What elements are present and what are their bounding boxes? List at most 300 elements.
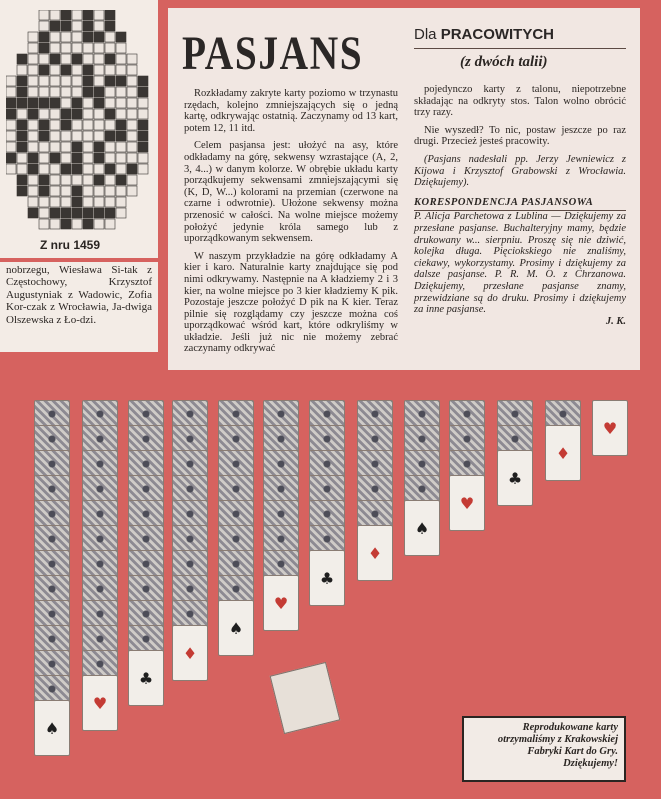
crossword-cell bbox=[94, 153, 104, 163]
face-up-card: ♠ bbox=[218, 600, 254, 656]
face-down-card bbox=[218, 475, 254, 503]
face-down-card bbox=[172, 550, 208, 578]
face-down-card bbox=[357, 500, 393, 528]
face-down-card bbox=[263, 525, 299, 553]
face-down-card bbox=[82, 550, 118, 578]
crossword-panel bbox=[0, 0, 158, 258]
face-down-card bbox=[34, 550, 70, 578]
face-down-card bbox=[82, 450, 118, 478]
correspondence-heading: KORESPONDENCJA PASJANSOWA bbox=[414, 196, 594, 208]
crossword-cell bbox=[6, 131, 16, 141]
face-down-card bbox=[357, 400, 393, 428]
crossword-cell bbox=[6, 164, 16, 174]
face-down-card bbox=[545, 400, 581, 428]
crossword-cell bbox=[83, 131, 93, 141]
crossword-cell bbox=[17, 131, 27, 141]
crossword-cell bbox=[105, 109, 115, 119]
face-down-card bbox=[82, 400, 118, 428]
crossword-cell bbox=[61, 32, 71, 42]
face-down-card bbox=[263, 450, 299, 478]
face-down-card bbox=[218, 425, 254, 453]
crossword-cell bbox=[94, 65, 104, 75]
crossword-cell bbox=[17, 54, 27, 64]
crossword-cell bbox=[116, 43, 126, 53]
crossword-cell bbox=[28, 98, 38, 108]
crossword-cell bbox=[50, 43, 60, 53]
crossword-cell bbox=[94, 87, 104, 97]
crossword-cell bbox=[94, 164, 104, 174]
crossword-cell bbox=[28, 142, 38, 152]
crossword-cell bbox=[61, 197, 71, 207]
crossword-cell bbox=[61, 43, 71, 53]
crossword-cell bbox=[138, 120, 148, 130]
crossword-cell bbox=[17, 186, 27, 196]
crossword-cell bbox=[28, 32, 38, 42]
crossword-cell bbox=[83, 54, 93, 64]
crossword-cell bbox=[17, 142, 27, 152]
face-down-card bbox=[263, 400, 299, 428]
crossword-cell bbox=[39, 76, 49, 86]
crossword-cell bbox=[50, 54, 60, 64]
crossword-cell bbox=[61, 186, 71, 196]
face-up-card: ♥ bbox=[592, 400, 628, 456]
crossword-cell bbox=[116, 32, 126, 42]
crossword-cell bbox=[94, 142, 104, 152]
crossword-cell bbox=[83, 197, 93, 207]
crossword-cell bbox=[72, 120, 82, 130]
face-down-card bbox=[404, 475, 440, 503]
face-down-card bbox=[172, 475, 208, 503]
face-down-card bbox=[172, 400, 208, 428]
crossword-cell bbox=[72, 164, 82, 174]
crossword-cell bbox=[83, 98, 93, 108]
crossword-cell bbox=[94, 131, 104, 141]
face-up-card: ♦ bbox=[545, 425, 581, 481]
face-up-card: ♦ bbox=[357, 525, 393, 581]
face-down-card bbox=[263, 475, 299, 503]
crossword-cell bbox=[138, 131, 148, 141]
face-down-card bbox=[34, 500, 70, 528]
crossword-cell bbox=[50, 87, 60, 97]
face-down-card bbox=[82, 475, 118, 503]
face-down-card bbox=[34, 625, 70, 653]
crossword-cell bbox=[72, 208, 82, 218]
face-down-card bbox=[82, 575, 118, 603]
face-down-card bbox=[172, 525, 208, 553]
crossword-cell bbox=[127, 164, 137, 174]
crossword-cell bbox=[50, 175, 60, 185]
crossword-cell bbox=[94, 208, 104, 218]
crossword-cell bbox=[61, 54, 71, 64]
crossword-cell bbox=[61, 142, 71, 152]
crossword-cell bbox=[61, 219, 71, 229]
crossword-cell bbox=[105, 87, 115, 97]
crossword-cell bbox=[138, 142, 148, 152]
face-down-card bbox=[128, 550, 164, 578]
face-down-card bbox=[128, 625, 164, 653]
crossword-cell bbox=[28, 109, 38, 119]
crossword-cell bbox=[94, 219, 104, 229]
crossword-cell bbox=[39, 142, 49, 152]
crossword-cell bbox=[28, 186, 38, 196]
crossword-cell bbox=[28, 153, 38, 163]
crossword-cell bbox=[6, 109, 16, 119]
crossword-cell bbox=[138, 109, 148, 119]
face-down-card bbox=[497, 400, 533, 428]
face-down-card bbox=[128, 600, 164, 628]
face-down-card bbox=[404, 450, 440, 478]
crossword-cell bbox=[83, 10, 93, 20]
crossword-cell bbox=[94, 186, 104, 196]
face-down-card bbox=[497, 425, 533, 453]
crossword-cell bbox=[17, 153, 27, 163]
face-down-card bbox=[357, 450, 393, 478]
crossword-cell bbox=[39, 153, 49, 163]
crossword-cell bbox=[105, 98, 115, 108]
crossword-cell bbox=[72, 197, 82, 207]
crossword-cell bbox=[17, 175, 27, 185]
crossword-cell bbox=[127, 142, 137, 152]
crossword-cell bbox=[72, 175, 82, 185]
face-up-card: ♣ bbox=[497, 450, 533, 506]
correspondence-text: P. Alicja Parchetowa z Lublina — Dziękujemy za przesłane pasjanse. Buchalteryjny mamy, będzie drukowany w... sierpniu. Proszę się nie dziwić, kolejka długa. Pięciokskiego nie znaliśmy, ciekawy, wykorzystamy. Prosimy i dziękujemy za dalsze pasjanse. P. R. M. O. z Chrzanowa. Dziękujemy, przesłane pasjanse znamy, przewidziane są do druku. Prosimy i dziękujemy za inne pasjanse. bbox=[414, 211, 626, 316]
face-down-card bbox=[218, 500, 254, 528]
face-down-card bbox=[82, 525, 118, 553]
crossword-cell bbox=[72, 43, 82, 53]
crossword-cell bbox=[138, 98, 148, 108]
crossword-cell bbox=[105, 32, 115, 42]
face-down-card bbox=[218, 400, 254, 428]
face-down-card bbox=[82, 650, 118, 678]
face-up-card: ♠ bbox=[404, 500, 440, 556]
crossword-cell bbox=[83, 120, 93, 130]
crossword-cell bbox=[61, 120, 71, 130]
crossword-cell bbox=[50, 142, 60, 152]
crossword-cell bbox=[72, 87, 82, 97]
face-down-card bbox=[172, 450, 208, 478]
crossword-cell bbox=[116, 186, 126, 196]
face-down-card bbox=[128, 425, 164, 453]
crossword-cell bbox=[127, 175, 137, 185]
crossword-cell bbox=[72, 21, 82, 31]
crossword-cell bbox=[61, 21, 71, 31]
crossword-cell bbox=[39, 131, 49, 141]
crossword-cell bbox=[105, 10, 115, 20]
crossword-cell bbox=[50, 65, 60, 75]
face-down-card bbox=[357, 425, 393, 453]
crossword-cell bbox=[83, 65, 93, 75]
crossword-cell bbox=[105, 197, 115, 207]
crossword-cell bbox=[17, 164, 27, 174]
crossword-cell bbox=[72, 65, 82, 75]
crossword-cell bbox=[72, 10, 82, 20]
crossword-cell bbox=[39, 197, 49, 207]
crossword-cell bbox=[116, 54, 126, 64]
crossword-cell bbox=[116, 131, 126, 141]
face-down-card bbox=[263, 500, 299, 528]
face-down-card bbox=[449, 450, 485, 478]
credit-note: (Pasjans nadesłali pp. Jerzy Jewniewicz z Kijowa i Krzysztof Grabowski z Wrocławia. Dziękujemy). bbox=[414, 153, 626, 189]
crossword-cell bbox=[105, 175, 115, 185]
crossword-cell bbox=[105, 43, 115, 53]
crossword-cell bbox=[105, 153, 115, 163]
crossword-cell bbox=[50, 10, 60, 20]
crossword-cell bbox=[61, 98, 71, 108]
crossword-cell bbox=[72, 109, 82, 119]
crossword-cell bbox=[127, 131, 137, 141]
face-down-card bbox=[309, 500, 345, 528]
crossword-cell bbox=[50, 186, 60, 196]
face-up-card: ♣ bbox=[128, 650, 164, 706]
crossword-cell bbox=[39, 208, 49, 218]
crossword-cell bbox=[116, 87, 126, 97]
crossword-cell bbox=[105, 120, 115, 130]
crossword-cell bbox=[39, 109, 49, 119]
crossword-cell bbox=[105, 186, 115, 196]
crossword-cell bbox=[94, 98, 104, 108]
face-down-card bbox=[309, 400, 345, 428]
crossword-cell bbox=[28, 208, 38, 218]
crossword-cell bbox=[127, 98, 137, 108]
crossword-cell bbox=[61, 175, 71, 185]
crossword-cell bbox=[116, 164, 126, 174]
crossword-cell bbox=[94, 43, 104, 53]
face-down-card bbox=[263, 550, 299, 578]
paragraph: W naszym przykładzie na górę odkładamy A kier i karo. Naturalnie karty znajdujące się pod nimi odkrywamy. Następnie na A kładziemy 2 i 3 kier, na wolne miejsce po 3 kier kładziemy K pik. Pozostaje jeszcze położyć D pik na K kier. Teraz pilnie się rozglądamy czy jeszcze można coś uporządkować wśród kart, które odkryliśmy w układzie. Jeśli już nic nie możemy zebrać zaczynamy odkrywać bbox=[184, 250, 398, 355]
face-down-card bbox=[34, 425, 70, 453]
crossword-cell bbox=[39, 186, 49, 196]
crossword-cell bbox=[127, 186, 137, 196]
face-down-card bbox=[172, 500, 208, 528]
article-column-1 bbox=[184, 88, 398, 361]
face-down-card bbox=[34, 450, 70, 478]
crossword-cell bbox=[94, 175, 104, 185]
face-down-card bbox=[309, 425, 345, 453]
crossword-cell bbox=[138, 76, 148, 86]
crossword-cell bbox=[83, 87, 93, 97]
crossword-cell bbox=[28, 131, 38, 141]
crossword-cell bbox=[105, 164, 115, 174]
crossword-cell bbox=[94, 197, 104, 207]
subtitle-rule bbox=[414, 48, 626, 49]
crossword-cell bbox=[39, 175, 49, 185]
face-up-card: ♥ bbox=[449, 475, 485, 531]
face-down-card bbox=[404, 400, 440, 428]
crossword-cell bbox=[83, 175, 93, 185]
caption-box: Reprodukowane karty otrzymaliśmy z Krakowskiej Fabryki Kart do Gry. Dziękujemy! bbox=[462, 716, 626, 782]
crossword-cell bbox=[28, 43, 38, 53]
correspondence-rule bbox=[414, 210, 626, 211]
crossword-cell bbox=[50, 208, 60, 218]
face-down-card bbox=[128, 525, 164, 553]
crossword-cell bbox=[127, 54, 137, 64]
crossword-cell bbox=[127, 120, 137, 130]
crossword-cell bbox=[17, 120, 27, 130]
crossword-cell bbox=[94, 109, 104, 119]
face-down-card bbox=[218, 450, 254, 478]
face-down-card bbox=[309, 450, 345, 478]
face-down-card bbox=[218, 525, 254, 553]
paragraph: Celem pasjansa jest: ułożyć na asy, które odkładamy na górę, sekwensy wzrastające (A, 2, 3, 4...) w danym kolorze. W obrębie układu karty porządkujemy sekwensami zmniejszającymi się (K, D, W...) kolorami na przemian (czerwone na czarne i odwrotnie). Ułożone sekwensy można przenosić w całości. Na wolne miejsce możemy położyć jedynie króla samego lub z uporządkowanym sekwensem. bbox=[184, 140, 398, 245]
crossword-cell bbox=[116, 197, 126, 207]
crossword-cell bbox=[83, 153, 93, 163]
crossword-cell bbox=[50, 76, 60, 86]
crossword-cell bbox=[50, 153, 60, 163]
solitaire-layout bbox=[0, 380, 661, 799]
crossword-cell bbox=[105, 131, 115, 141]
crossword-cell bbox=[28, 175, 38, 185]
paragraph: Nie wyszedł? To nic, postaw jeszcze po raz drugi. Przecież jesteś pracowity. bbox=[414, 124, 626, 148]
crossword-cell bbox=[39, 98, 49, 108]
face-down-card bbox=[128, 500, 164, 528]
crossword-cell bbox=[116, 142, 126, 152]
crossword-cell bbox=[83, 109, 93, 119]
article-subtitle-2: (z dwóch talii) bbox=[460, 54, 548, 70]
crossword-cell bbox=[127, 87, 137, 97]
crossword-cell bbox=[39, 43, 49, 53]
face-down-card bbox=[218, 550, 254, 578]
crossword-cell bbox=[72, 142, 82, 152]
crossword-cell bbox=[83, 76, 93, 86]
crossword-cell bbox=[39, 21, 49, 31]
crossword-cell bbox=[116, 76, 126, 86]
crossword-cell bbox=[6, 76, 16, 86]
crossword-cell bbox=[72, 219, 82, 229]
subtitle-main: PRACOWITYCH bbox=[440, 26, 555, 43]
crossword-cell bbox=[39, 219, 49, 229]
crossword-cell bbox=[105, 208, 115, 218]
crossword-cell bbox=[72, 131, 82, 141]
face-down-card bbox=[128, 450, 164, 478]
crossword-cell bbox=[105, 219, 115, 229]
face-down-card bbox=[34, 675, 70, 703]
crossword-cell bbox=[72, 76, 82, 86]
crossword-cell bbox=[50, 164, 60, 174]
continued-text: nobrzegu, Wiesława Si-tak z Częstochowy, Krzysztof Augustyniak z Wadowic, Zofia Kor-czak z Wrocławia, Ja-dwiga Olszewska z Ło-dzi. bbox=[0, 262, 158, 352]
crossword-cell bbox=[72, 54, 82, 64]
face-down-card bbox=[357, 475, 393, 503]
face-down-card bbox=[309, 475, 345, 503]
crossword-cell bbox=[94, 21, 104, 31]
crossword-cell bbox=[50, 98, 60, 108]
crossword-cell bbox=[61, 153, 71, 163]
crossword-cell bbox=[50, 219, 60, 229]
crossword-cell bbox=[6, 120, 16, 130]
crossword-cell bbox=[94, 32, 104, 42]
crossword-cell bbox=[50, 131, 60, 141]
crossword-cell bbox=[39, 10, 49, 20]
crossword-cell bbox=[17, 109, 27, 119]
face-up-card: ♠ bbox=[34, 700, 70, 756]
crossword-cell bbox=[61, 10, 71, 20]
crossword-cell bbox=[17, 98, 27, 108]
face-down-card bbox=[34, 400, 70, 428]
face-down-card bbox=[404, 425, 440, 453]
crossword-cell bbox=[83, 164, 93, 174]
crossword-cell bbox=[61, 131, 71, 141]
crossword-cell bbox=[28, 76, 38, 86]
crossword-cell bbox=[61, 208, 71, 218]
crossword-label: Z nru 1459 bbox=[40, 238, 101, 252]
crossword-cell bbox=[83, 21, 93, 31]
crossword-cell bbox=[116, 208, 126, 218]
crossword-cell bbox=[105, 76, 115, 86]
crossword-cell bbox=[61, 164, 71, 174]
crossword-cell bbox=[116, 65, 126, 75]
crossword-cell bbox=[17, 87, 27, 97]
paragraph: pojedynczo karty z talonu, niepotrzebne składając na odkryty stos. Talon wolno obrócić trzy razy. bbox=[414, 84, 626, 119]
crossword-cell bbox=[105, 54, 115, 64]
crossword-cell bbox=[116, 98, 126, 108]
crossword-cell bbox=[127, 65, 137, 75]
crossword-cell bbox=[83, 208, 93, 218]
crossword-cell bbox=[116, 153, 126, 163]
crossword-cell bbox=[6, 142, 16, 152]
face-down-card bbox=[172, 575, 208, 603]
crossword-cell bbox=[28, 87, 38, 97]
face-down-card bbox=[449, 425, 485, 453]
crossword-cell bbox=[28, 164, 38, 174]
crossword-cell bbox=[50, 109, 60, 119]
crossword-cell bbox=[28, 54, 38, 64]
crossword-cell bbox=[83, 32, 93, 42]
crossword-cell bbox=[94, 10, 104, 20]
crossword-grid bbox=[6, 10, 152, 232]
crossword-cell bbox=[72, 98, 82, 108]
crossword-cell bbox=[105, 21, 115, 31]
face-down-card bbox=[34, 525, 70, 553]
crossword-cell bbox=[28, 65, 38, 75]
signature: J. K. bbox=[605, 315, 626, 327]
face-down-card bbox=[128, 400, 164, 428]
crossword-cell bbox=[83, 43, 93, 53]
face-down-card bbox=[263, 425, 299, 453]
face-down-card bbox=[218, 575, 254, 603]
crossword-cell bbox=[83, 219, 93, 229]
crossword-cell bbox=[17, 76, 27, 86]
face-down-card bbox=[34, 575, 70, 603]
face-down-card bbox=[309, 525, 345, 553]
face-down-card bbox=[34, 650, 70, 678]
crossword-cell bbox=[138, 153, 148, 163]
crossword-cell bbox=[6, 87, 16, 97]
crossword-cell bbox=[127, 153, 137, 163]
face-down-card bbox=[34, 475, 70, 503]
face-up-card: ♥ bbox=[82, 675, 118, 731]
crossword-cell bbox=[28, 197, 38, 207]
crossword-cell bbox=[50, 32, 60, 42]
crossword-cell bbox=[94, 120, 104, 130]
face-down-card bbox=[128, 475, 164, 503]
face-down-card bbox=[172, 425, 208, 453]
crossword-cell bbox=[61, 87, 71, 97]
crossword-cell bbox=[50, 120, 60, 130]
crossword-cell bbox=[127, 76, 137, 86]
crossword-cell bbox=[50, 197, 60, 207]
face-down-card bbox=[172, 600, 208, 628]
crossword-cell bbox=[6, 98, 16, 108]
crossword-cell bbox=[39, 32, 49, 42]
face-down-card bbox=[82, 500, 118, 528]
face-up-card: ♦ bbox=[172, 625, 208, 681]
article-column-2 bbox=[414, 84, 626, 327]
article-subtitle bbox=[414, 26, 554, 43]
crossword-cell bbox=[6, 153, 16, 163]
crossword-cell bbox=[116, 120, 126, 130]
crossword-cell bbox=[61, 65, 71, 75]
face-down-card bbox=[128, 575, 164, 603]
article-panel bbox=[168, 8, 640, 370]
